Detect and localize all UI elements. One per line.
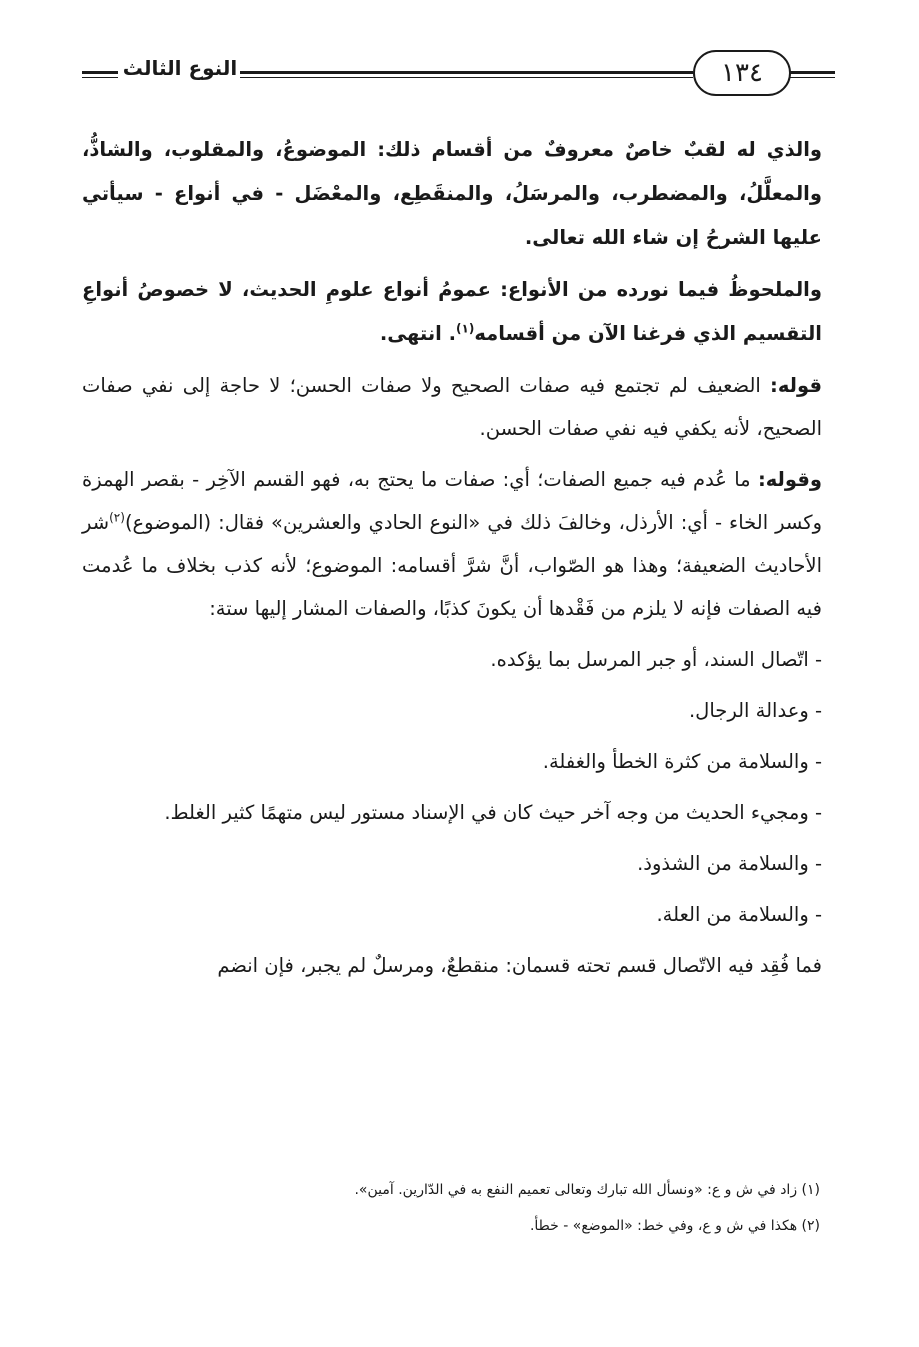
main-text [82, 128, 822, 995]
paragraph-4-lead: وقوله: [757, 468, 822, 491]
paragraph-4 [82, 458, 822, 630]
header-rule-left [82, 71, 118, 74]
page-number [693, 50, 791, 96]
footnote-1: (١) زاد في ش و ع: «ونسأل الله تبارك وتعالى تعميم النفع به في الدّارين. آمين». [354, 1182, 820, 1198]
header-rule-middle-thin [240, 77, 693, 78]
paragraph-3-lead: قوله: [770, 374, 822, 397]
footnote-2: (٢) هكذا في ش و ع، وفي خط: «الموضع» - خطأ. [529, 1218, 820, 1234]
list-item: - ومجيء الحديث من وجه آخر حيث كان في الإسناد مستور ليس متهمًا كثير الغلط. [164, 801, 822, 824]
footnote-ref-1: (١) [456, 321, 475, 336]
paragraph-3-text: الضعيف لم تجتمع فيه صفات الصحيح ولا صفات الحسن؛ لا حاجة إلى نفي صفات الصحيح، لأنه يكفي فيه نفي صفات الحسن. [82, 374, 822, 440]
running-title: النوع الثالث [122, 56, 238, 80]
footnote-ref-2: (٢) [109, 510, 125, 525]
paragraph-2-text: والملحوظُ فيما نورده من الأنواع: عمومُ أنواع علومِ الحديث، لا خصوصُ أنواعِ التقسيم الذي فرغنا الآن من أقسامه [82, 278, 822, 345]
conditions-list [82, 638, 822, 936]
footnotes [150, 1172, 820, 1244]
header-rule-right [790, 71, 835, 74]
paragraph-3 [82, 364, 822, 450]
list-item: - وعدالة الرجال. [688, 699, 822, 722]
list-item: - والسلامة من العلة. [656, 903, 822, 926]
page-header [0, 40, 919, 110]
paragraph-2 [82, 268, 822, 356]
paragraph-4-text-a: ما عُدم فيه جميع الصفات؛ أي: صفات ما يحتج به، فهو القسم الآخِر - بقصر الهمزة وكسر الخاء - أي: الأرذل، وخالفَ ذلك في «النوع الحادي والعشرين» فقال: (الموضوع) [82, 468, 822, 534]
list-item: - والسلامة من كثرة الخطأ والغفلة. [542, 750, 822, 773]
list-item: - والسلامة من الشذوذ. [637, 852, 822, 875]
header-rule-left-thin [82, 77, 118, 78]
page-number-text: ١٣٤ [721, 58, 763, 88]
paragraph-4-text-b: شر الأحاديث الضعيفة؛ وهذا هو الصّواب، أنَّ شرَّ أقسامه: الموضوع؛ لأنه كذب بخلاف ما عُدمت فيه الصفات فإنه لا يلزم من فَقْدها أن يكونَ كذبًا، والصفات المشار إليها ستة: [82, 511, 822, 620]
header-rule-right-thin [790, 77, 835, 78]
list-item: - اتّصال السند، أو جبر المرسل بما يؤكده. [490, 648, 822, 671]
header-rule-middle [240, 71, 693, 74]
paragraph-5: فما فُقِد فيه الاتّصال قسم تحته قسمان: منقطعٌ، ومرسلٌ لم يجبر، فإن انضم [217, 954, 822, 977]
paragraph-2-end: . انتهى. [379, 322, 457, 345]
paragraph-1: والذي له لقبٌ خاصٌ معروفٌ من أقسام ذلك: الموضوعُ، والمقلوب، والشاذُّ، والمعلَّلُ، والمضطرب، والمرسَلُ، والمنقَطِع، والمعْضَل - في أنواع - سيأتي عليها الشرحُ إن شاء الله تعالى. [82, 138, 822, 249]
